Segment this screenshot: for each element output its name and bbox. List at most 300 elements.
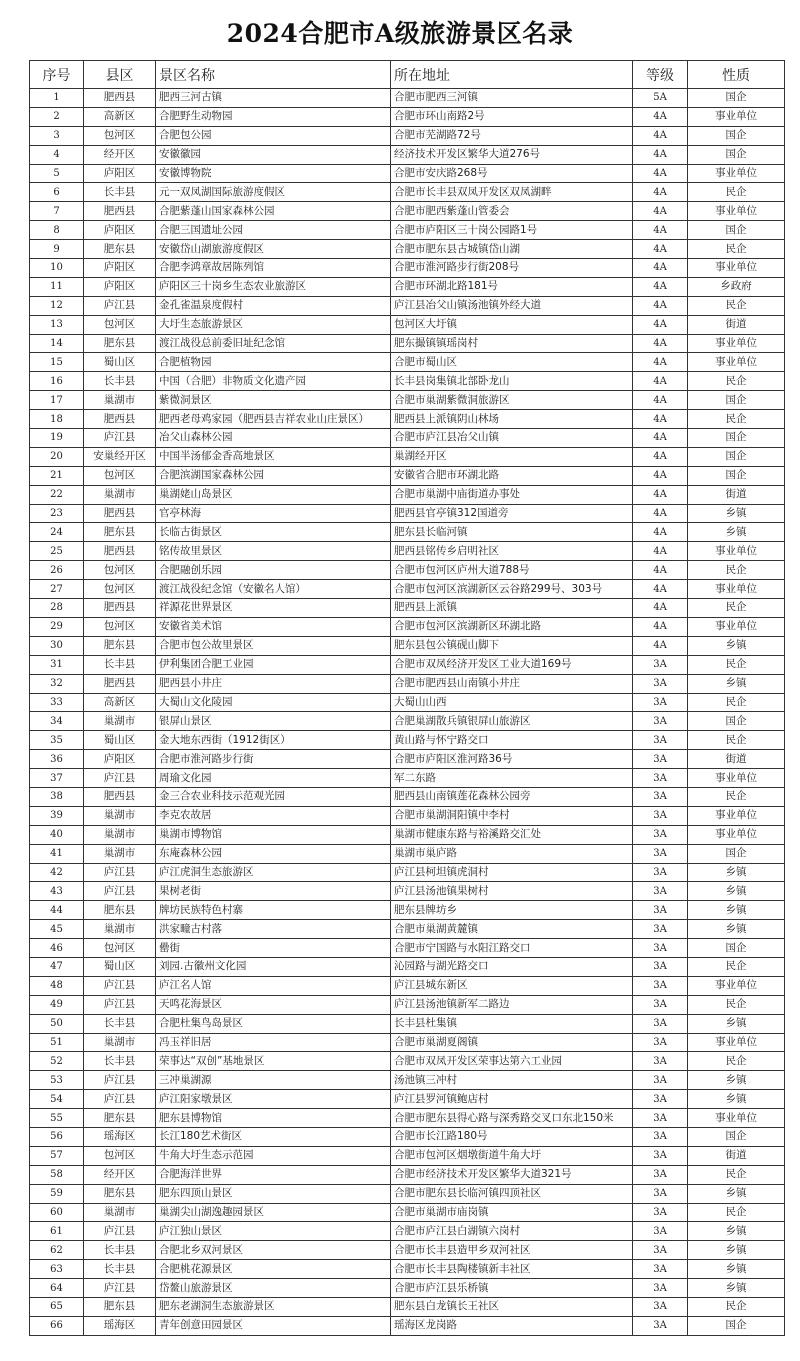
table-row [30, 1071, 785, 1090]
table-row [30, 221, 785, 240]
row-index: 43 [30, 882, 84, 901]
row-index: 36 [30, 750, 84, 769]
row-address: 汤池镇三冲村 [391, 1071, 633, 1090]
row-district: 庐江县 [84, 1222, 156, 1241]
row-spot-name: 金孔雀温泉度假村 [156, 296, 391, 315]
table-row [30, 1146, 785, 1165]
row-index: 56 [30, 1127, 84, 1146]
row-spot-name: 长江180艺术街区 [156, 1127, 391, 1146]
row-grade: 3A [633, 825, 688, 844]
row-index: 48 [30, 976, 84, 995]
row-district: 庐阳区 [84, 750, 156, 769]
row-address: 合肥巢湖散兵镇银屏山旅游区 [391, 712, 633, 731]
row-spot-name: 合肥植物园 [156, 353, 391, 372]
table-row [30, 1127, 785, 1146]
table-row [30, 976, 785, 995]
row-district: 高新区 [84, 693, 156, 712]
row-district: 庐江县 [84, 296, 156, 315]
row-ownership-type: 国企 [688, 1127, 785, 1146]
row-index: 31 [30, 655, 84, 674]
row-address: 合肥市长丰县双凤开发区双凤湖畔 [391, 183, 633, 202]
row-spot-name: 肥东老湖洞生态旅游景区 [156, 1298, 391, 1317]
row-address: 合肥市巢湖夏阁镇 [391, 1033, 633, 1052]
row-address: 合肥市包河区烟墩街道牛角大圩 [391, 1146, 633, 1165]
table-row [30, 504, 785, 523]
row-grade: 4A [633, 410, 688, 429]
row-index: 41 [30, 844, 84, 863]
row-index: 49 [30, 995, 84, 1014]
row-index: 30 [30, 636, 84, 655]
table-row [30, 844, 785, 863]
row-district: 肥东县 [84, 334, 156, 353]
row-ownership-type: 乡镇 [688, 901, 785, 920]
row-ownership-type: 民企 [688, 410, 785, 429]
row-address: 肥西县上派镇 [391, 599, 633, 618]
row-address: 合肥市双凤经济开发区工业大道169号 [391, 655, 633, 674]
row-ownership-type: 民企 [688, 296, 785, 315]
row-index: 17 [30, 391, 84, 410]
row-grade: 4A [633, 183, 688, 202]
row-address: 合肥市蜀山区 [391, 353, 633, 372]
row-index: 60 [30, 1203, 84, 1222]
row-spot-name: 巢湖姥山岛景区 [156, 485, 391, 504]
row-index: 7 [30, 202, 84, 221]
row-spot-name: 安徽省美术馆 [156, 617, 391, 636]
row-spot-name: 肥西三河古镇 [156, 89, 391, 108]
table-row [30, 1298, 785, 1317]
row-spot-name: 肥西县小井庄 [156, 674, 391, 693]
row-ownership-type: 乡镇 [688, 1241, 785, 1260]
row-ownership-type: 国企 [688, 712, 785, 731]
row-spot-name: 肥西老母鸡家园（肥西县吉祥农业山庄景区） [156, 410, 391, 429]
row-ownership-type: 民企 [688, 1298, 785, 1317]
row-district: 巢湖市 [84, 712, 156, 731]
row-spot-name: 刘园.古徽州文化园 [156, 957, 391, 976]
row-district: 巢湖市 [84, 1203, 156, 1222]
table-row [30, 901, 785, 920]
row-district: 肥西县 [84, 410, 156, 429]
row-ownership-type: 事业单位 [688, 164, 785, 183]
row-grade: 4A [633, 542, 688, 561]
row-ownership-type: 事业单位 [688, 107, 785, 126]
row-address: 庐江县汤池镇果树村 [391, 882, 633, 901]
table-row [30, 1033, 785, 1052]
row-address: 肥东县白龙镇长王社区 [391, 1298, 633, 1317]
row-index: 13 [30, 315, 84, 334]
row-ownership-type: 事业单位 [688, 1109, 785, 1128]
row-spot-name: 银屏山景区 [156, 712, 391, 731]
table-row [30, 580, 785, 599]
table-row [30, 259, 785, 278]
row-ownership-type: 街道 [688, 750, 785, 769]
row-district: 高新区 [84, 107, 156, 126]
row-ownership-type: 国企 [688, 844, 785, 863]
row-ownership-type: 国企 [688, 1316, 785, 1335]
table-row [30, 674, 785, 693]
row-index: 34 [30, 712, 84, 731]
row-grade: 4A [633, 617, 688, 636]
row-spot-name: 合肥海洋世界 [156, 1165, 391, 1184]
row-grade: 3A [633, 957, 688, 976]
row-grade: 3A [633, 1052, 688, 1071]
row-grade: 3A [633, 863, 688, 882]
row-ownership-type: 事业单位 [688, 202, 785, 221]
row-district: 包河区 [84, 939, 156, 958]
row-spot-name: 官亭林海 [156, 504, 391, 523]
row-district: 蜀山区 [84, 731, 156, 750]
row-ownership-type: 乡镇 [688, 523, 785, 542]
row-grade: 4A [633, 240, 688, 259]
row-index: 59 [30, 1184, 84, 1203]
row-district: 巢湖市 [84, 844, 156, 863]
row-grade: 4A [633, 334, 688, 353]
table-row [30, 410, 785, 429]
row-spot-name: 荣事达“双创”基地景区 [156, 1052, 391, 1071]
row-district: 肥东县 [84, 523, 156, 542]
row-ownership-type: 乡镇 [688, 1014, 785, 1033]
row-address: 庐江县城东新区 [391, 976, 633, 995]
row-index: 26 [30, 561, 84, 580]
row-grade: 3A [633, 1203, 688, 1222]
row-index: 50 [30, 1014, 84, 1033]
row-grade: 3A [633, 1165, 688, 1184]
row-ownership-type: 民企 [688, 655, 785, 674]
row-address: 合肥市肥东县古城镇岱山湖 [391, 240, 633, 259]
row-address: 合肥市宁国路与水阳江路交口 [391, 939, 633, 958]
row-spot-name: 合肥紫蓬山国家森林公园 [156, 202, 391, 221]
table-row [30, 1184, 785, 1203]
table-row [30, 89, 785, 108]
table-row [30, 1241, 785, 1260]
row-district: 包河区 [84, 466, 156, 485]
row-address: 巢湖经开区 [391, 447, 633, 466]
row-district: 庐江县 [84, 429, 156, 448]
row-grade: 4A [633, 107, 688, 126]
row-district: 庐阳区 [84, 277, 156, 296]
row-ownership-type: 国企 [688, 447, 785, 466]
row-spot-name: 中国（合肥）非物质文化遗产园 [156, 372, 391, 391]
row-grade: 4A [633, 353, 688, 372]
row-grade: 3A [633, 920, 688, 939]
row-district: 肥西县 [84, 89, 156, 108]
row-district: 肥东县 [84, 636, 156, 655]
row-index: 52 [30, 1052, 84, 1071]
row-address: 肥东县包公镇砚山脚下 [391, 636, 633, 655]
row-address: 合肥市巢湖市庙岗镇 [391, 1203, 633, 1222]
row-district: 包河区 [84, 580, 156, 599]
row-address: 巢湖市巢庐路 [391, 844, 633, 863]
row-ownership-type: 乡镇 [688, 1279, 785, 1298]
header-ownership-type: 性质 [688, 61, 785, 89]
table-row [30, 787, 785, 806]
table-row [30, 315, 785, 334]
row-address: 合肥市庐江县白湖镇六岗村 [391, 1222, 633, 1241]
row-address: 经济技术开发区繁华大道276号 [391, 145, 633, 164]
row-ownership-type: 乡镇 [688, 920, 785, 939]
table-row [30, 750, 785, 769]
table-row [30, 636, 785, 655]
row-spot-name: 庐江虎洞生态旅游区 [156, 863, 391, 882]
row-index: 20 [30, 447, 84, 466]
table-row [30, 1014, 785, 1033]
row-grade: 3A [633, 1090, 688, 1109]
row-spot-name: 合肥野生动物园 [156, 107, 391, 126]
row-ownership-type: 民企 [688, 1203, 785, 1222]
row-spot-name: 长临古街景区 [156, 523, 391, 542]
row-index: 1 [30, 89, 84, 108]
row-index: 44 [30, 901, 84, 920]
row-ownership-type: 民企 [688, 731, 785, 750]
row-district: 长丰县 [84, 1052, 156, 1071]
row-district: 长丰县 [84, 655, 156, 674]
row-ownership-type: 街道 [688, 485, 785, 504]
row-index: 27 [30, 580, 84, 599]
table-row [30, 466, 785, 485]
table-row [30, 183, 785, 202]
row-address: 合肥市巢湖紫微洞旅游区 [391, 391, 633, 410]
row-spot-name: 合肥市包公故里景区 [156, 636, 391, 655]
row-spot-name: 伊利集团合肥工业园 [156, 655, 391, 674]
row-grade: 4A [633, 145, 688, 164]
row-address: 合肥市环山南路2号 [391, 107, 633, 126]
table-body [30, 89, 785, 1336]
row-grade: 3A [633, 693, 688, 712]
row-index: 37 [30, 769, 84, 788]
row-index: 40 [30, 825, 84, 844]
row-grade: 4A [633, 580, 688, 599]
row-index: 58 [30, 1165, 84, 1184]
row-grade: 3A [633, 731, 688, 750]
row-address: 庐江县汤池镇新军二路边 [391, 995, 633, 1014]
row-grade: 3A [633, 976, 688, 995]
table-row [30, 485, 785, 504]
row-district: 肥东县 [84, 901, 156, 920]
table-row [30, 1316, 785, 1335]
row-spot-name: 冯玉祥旧居 [156, 1033, 391, 1052]
row-address: 合肥市肥东县得心路与深秀路交叉口东北150米 [391, 1109, 633, 1128]
row-index: 8 [30, 221, 84, 240]
table-row [30, 825, 785, 844]
row-index: 14 [30, 334, 84, 353]
row-spot-name: 巢湖尖山湖逸趣园景区 [156, 1203, 391, 1222]
row-ownership-type: 事业单位 [688, 769, 785, 788]
table-row [30, 542, 785, 561]
table-row [30, 277, 785, 296]
row-grade: 5A [633, 89, 688, 108]
row-index: 9 [30, 240, 84, 259]
row-address: 瑶海区龙岗路 [391, 1316, 633, 1335]
row-index: 28 [30, 599, 84, 618]
row-address: 合肥市肥东县长临河镇四顶社区 [391, 1184, 633, 1203]
row-district: 庐江县 [84, 863, 156, 882]
table-row [30, 391, 785, 410]
row-ownership-type: 民企 [688, 240, 785, 259]
row-spot-name: 安徽岱山湖旅游度假区 [156, 240, 391, 259]
row-index: 23 [30, 504, 84, 523]
row-grade: 4A [633, 372, 688, 391]
row-district: 长丰县 [84, 1260, 156, 1279]
row-address: 合肥市巢湖洞阳镇中李村 [391, 806, 633, 825]
row-address: 合肥市长丰县造甲乡双河社区 [391, 1241, 633, 1260]
row-ownership-type: 民企 [688, 183, 785, 202]
row-district: 瑶海区 [84, 1127, 156, 1146]
row-spot-name: 渡江战役纪念馆（安徽名人馆） [156, 580, 391, 599]
row-spot-name: 合肥市淮河路步行街 [156, 750, 391, 769]
row-spot-name: 合肥李鸿章故居陈列馆 [156, 259, 391, 278]
row-index: 32 [30, 674, 84, 693]
row-district: 巢湖市 [84, 391, 156, 410]
row-address: 合肥市淮河路步行街208号 [391, 259, 633, 278]
row-index: 64 [30, 1279, 84, 1298]
row-spot-name: 合肥杜集鸟岛景区 [156, 1014, 391, 1033]
row-spot-name: 李克农故居 [156, 806, 391, 825]
row-index: 12 [30, 296, 84, 315]
table-row [30, 202, 785, 221]
table-row [30, 882, 785, 901]
row-ownership-type: 事业单位 [688, 976, 785, 995]
table-row [30, 806, 785, 825]
table-header-row [30, 61, 785, 89]
row-grade: 4A [633, 126, 688, 145]
row-address: 肥西县上派镇阴山林场 [391, 410, 633, 429]
row-address: 合肥市包河区滨湖新区云谷路299号、303号 [391, 580, 633, 599]
row-spot-name: 元一双凤湖国际旅游度假区 [156, 183, 391, 202]
row-district: 肥东县 [84, 240, 156, 259]
row-spot-name: 紫微洞景区 [156, 391, 391, 410]
row-ownership-type: 国企 [688, 429, 785, 448]
row-address: 合肥市经济技术开发区繁华大道321号 [391, 1165, 633, 1184]
row-district: 长丰县 [84, 1241, 156, 1260]
row-grade: 4A [633, 523, 688, 542]
row-index: 5 [30, 164, 84, 183]
row-district: 蜀山区 [84, 957, 156, 976]
row-ownership-type: 国企 [688, 145, 785, 164]
row-index: 38 [30, 787, 84, 806]
row-grade: 3A [633, 1241, 688, 1260]
row-grade: 3A [633, 769, 688, 788]
row-index: 25 [30, 542, 84, 561]
row-ownership-type: 民企 [688, 372, 785, 391]
row-index: 10 [30, 259, 84, 278]
row-district: 肥西县 [84, 202, 156, 221]
row-index: 51 [30, 1033, 84, 1052]
row-spot-name: 冶父山森林公园 [156, 429, 391, 448]
row-ownership-type: 事业单位 [688, 259, 785, 278]
table-row [30, 1165, 785, 1184]
table-row [30, 447, 785, 466]
row-ownership-type: 乡镇 [688, 1222, 785, 1241]
row-index: 39 [30, 806, 84, 825]
row-district: 安巢经开区 [84, 447, 156, 466]
row-spot-name: 洪家疃古村落 [156, 920, 391, 939]
table-row [30, 939, 785, 958]
row-grade: 4A [633, 636, 688, 655]
row-spot-name: 大蜀山文化陵园 [156, 693, 391, 712]
row-ownership-type: 街道 [688, 1146, 785, 1165]
row-district: 庐江县 [84, 769, 156, 788]
row-address: 合肥市巢湖中庙街道办事处 [391, 485, 633, 504]
row-ownership-type: 国企 [688, 221, 785, 240]
row-district: 长丰县 [84, 372, 156, 391]
header-index: 序号 [30, 61, 84, 89]
row-spot-name: 罍街 [156, 939, 391, 958]
row-district: 包河区 [84, 1146, 156, 1165]
row-address: 合肥市庐江县冶父山镇 [391, 429, 633, 448]
row-address: 肥东县长临河镇 [391, 523, 633, 542]
row-ownership-type: 事业单位 [688, 1033, 785, 1052]
table-row [30, 1203, 785, 1222]
row-address: 庐江县柯坦镇虎洞村 [391, 863, 633, 882]
row-district: 包河区 [84, 315, 156, 334]
header-grade: 等级 [633, 61, 688, 89]
row-index: 18 [30, 410, 84, 429]
row-ownership-type: 民企 [688, 787, 785, 806]
row-grade: 4A [633, 296, 688, 315]
row-address: 安徽省合肥市环湖北路 [391, 466, 633, 485]
row-ownership-type: 民企 [688, 995, 785, 1014]
table-row [30, 1279, 785, 1298]
scenic-spots-table [29, 60, 785, 1336]
row-index: 22 [30, 485, 84, 504]
row-ownership-type: 国企 [688, 391, 785, 410]
row-index: 24 [30, 523, 84, 542]
row-grade: 4A [633, 429, 688, 448]
row-district: 巢湖市 [84, 825, 156, 844]
row-district: 长丰县 [84, 1014, 156, 1033]
row-spot-name: 天鸣花海景区 [156, 995, 391, 1014]
row-address: 合肥市巢湖黄麓镇 [391, 920, 633, 939]
row-grade: 3A [633, 882, 688, 901]
row-address: 合肥市环湖北路181号 [391, 277, 633, 296]
table-row [30, 164, 785, 183]
header-district: 县区 [84, 61, 156, 89]
row-spot-name: 合肥融创乐园 [156, 561, 391, 580]
row-spot-name: 安徽博物院 [156, 164, 391, 183]
row-ownership-type: 事业单位 [688, 806, 785, 825]
document-title: 2024合肥市A级旅游景区名录 [226, 19, 574, 48]
row-district: 庐阳区 [84, 221, 156, 240]
row-district: 肥东县 [84, 1184, 156, 1203]
row-district: 巢湖市 [84, 485, 156, 504]
row-spot-name: 大圩生态旅游景区 [156, 315, 391, 334]
row-spot-name: 肥东县博物馆 [156, 1109, 391, 1128]
row-address: 肥东县牌坊乡 [391, 901, 633, 920]
row-grade: 4A [633, 466, 688, 485]
row-address: 庐江县冶父山镇汤池镇外经大道 [391, 296, 633, 315]
row-ownership-type: 街道 [688, 315, 785, 334]
row-index: 47 [30, 957, 84, 976]
row-index: 62 [30, 1241, 84, 1260]
row-address: 长丰县杜集镇 [391, 1014, 633, 1033]
row-ownership-type: 民企 [688, 599, 785, 618]
row-spot-name: 东庵森林公园 [156, 844, 391, 863]
row-address: 合肥市长江路180号 [391, 1127, 633, 1146]
row-index: 65 [30, 1298, 84, 1317]
row-ownership-type: 乡镇 [688, 863, 785, 882]
row-address: 大蜀山山西 [391, 693, 633, 712]
row-address: 合肥市庐江县乐桥镇 [391, 1279, 633, 1298]
row-index: 35 [30, 731, 84, 750]
table-row [30, 334, 785, 353]
row-district: 经开区 [84, 1165, 156, 1184]
row-ownership-type: 乡镇 [688, 1071, 785, 1090]
row-address: 合肥市长丰县陶楼镇新丰社区 [391, 1260, 633, 1279]
row-grade: 3A [633, 1127, 688, 1146]
row-grade: 3A [633, 844, 688, 863]
row-spot-name: 周瑜文化园 [156, 769, 391, 788]
row-ownership-type: 事业单位 [688, 580, 785, 599]
row-district: 包河区 [84, 561, 156, 580]
